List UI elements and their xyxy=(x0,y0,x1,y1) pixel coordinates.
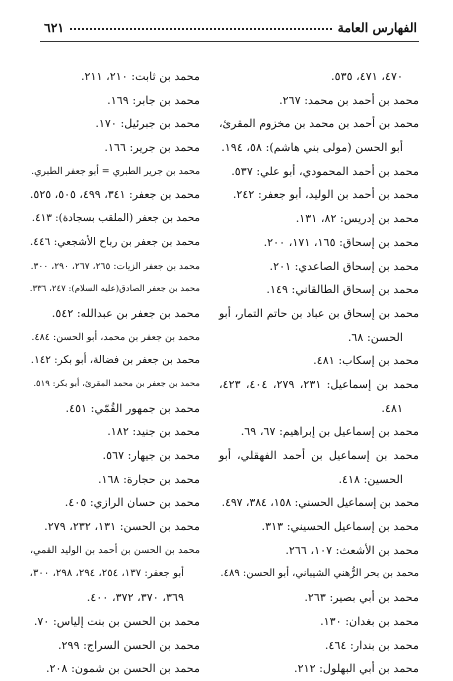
index-column-left xyxy=(30,65,200,681)
index-entry: محمد بن إسماعيل بن أحمد الفهقلي، أبو xyxy=(219,449,419,462)
index-entry: محمد بن إسحاق الطالقاني: ١٤٩. xyxy=(266,283,419,297)
index-entry: محمد بن الحسن بن شمون: ٢٠٨. xyxy=(45,662,200,676)
index-entry: محمد بن جعفر بن محمد المقرئ، أبو بكر: ٥١٩. xyxy=(33,378,200,389)
index-entry: محمد بن بغدان: ١٣٠. xyxy=(320,614,419,628)
index-entry: محمد بن الأشعث: ١٠٧، ٢٦٦. xyxy=(285,543,419,557)
index-entry: ٤٧٠، ٤٧١، ٥٣٥. xyxy=(331,70,403,83)
index-entry: محمد بن جمهور القُمّي: ٤٥١. xyxy=(65,401,200,415)
index-entry: محمد بن إسحاق: ١٦٥، ١٧١، ٢٠٠. xyxy=(263,235,419,249)
index-entry: محمد بن جعفر (الملقب بسجادة): ٤١٣. xyxy=(31,212,200,225)
index-entry: محمد بن إسماعيل بن إبراهيم: ٦٧، ٦٩. xyxy=(240,425,419,439)
index-entry: محمد بن أبي البهلول: ٢١٢. xyxy=(294,662,419,676)
index-entry: محمد بن جعفر الصادق(عليه السلام): ٢٤٧، ٣٣٦. xyxy=(29,284,200,295)
index-entry: محمد بن جابر: ١٦٩. xyxy=(107,93,200,107)
index-entry: محمد بن إسماعيل الحسني: ١٥٨، ٣٨٤، ٤٩٧. xyxy=(221,496,419,510)
index-entry: أبو الحسن (مولى بني هاشم): ٥٨، ١٩٤. xyxy=(221,141,403,155)
index-entry: محمد بن حسان الرازي: ٤٠٥. xyxy=(64,496,200,510)
index-entry: محمد بن أحمد المحمودي، أبو علي: ٥٣٧. xyxy=(231,164,419,178)
index-entry: الحسين: ٤١٨. xyxy=(338,472,403,486)
dotted-leader xyxy=(70,28,332,30)
index-column-right xyxy=(219,65,419,681)
index-entry: محمد بن جرير الطبري = أبو جعفر الطبري. xyxy=(31,165,200,177)
running-title: الفهارس العامة xyxy=(337,19,417,35)
index-entry: محمد بن أحمد بن محمد بن مخزوم المقرئ، xyxy=(219,117,419,131)
index-entry: محمد بن أحمد بن الوليد، أبو جعفر: ٢٤٢. xyxy=(232,188,419,202)
index-entry: محمد بن جنيد: ١٨٢. xyxy=(107,425,200,439)
index-entry: محمد بن حجارة: ١٦٨. xyxy=(97,472,200,486)
index-entry: محمد بن إسماعيل: ٢٣١، ٢٧٩، ٤٠٤، ٤٢٣، xyxy=(219,377,419,391)
index-entry: محمد بن الحسن: ١٣١، ٢٣٢، ٢٧٩. xyxy=(44,520,200,534)
header-rule xyxy=(40,41,419,42)
index-entry: محمد بن أحمد بن محمد: ٢٦٧. xyxy=(279,93,419,107)
index-entry: محمد بن جعفر بن فضالة، أبو بكر: ١٤٢. xyxy=(30,354,200,367)
index-entry: محمد بن جيهار: ٥٦٧. xyxy=(102,449,200,462)
index-entry: محمد بن إسحاق الصاعدي: ٢٠١. xyxy=(269,259,419,273)
index-entry: محمد بن بحر الرُّهني الشيباني، أبو الحسن: ٤٨٩. xyxy=(220,568,419,580)
index-entry: محمد بن جبرئيل: ١٧٠. xyxy=(95,117,200,131)
index-entry: محمد بن ثابت: ٢١٠، ٢١١. xyxy=(80,70,200,83)
index-entry: محمد بن جعفر بن محمد، أبو الحسن: ٤٨٤. xyxy=(31,331,200,343)
index-entry: محمد بن أبي بصير: ٢٦٣. xyxy=(304,591,419,605)
index-entry: الحسن: ٦٨. xyxy=(347,330,403,344)
index-entry: محمد بن الحسن السراج: ٢٩٩. xyxy=(57,638,200,652)
index-entry: محمد بن إسحاق بن عباد بن حاتم التمار، أبو xyxy=(219,306,419,320)
index-entry: محمد بن جعفر الزيات: ٢٦٥، ٢٦٧، ٢٩٠، ٣٠٠. xyxy=(30,260,200,272)
index-entry: ٤٨١. xyxy=(381,401,403,415)
page-header xyxy=(44,17,417,37)
index-entry: ٣٦٩، ٣٧٠، ٣٧٢، ٤٠٠. xyxy=(86,591,184,605)
index-entry: أبو جعفر: ١٣٧، ٢٥٤، ٢٩٤، ٢٩٨، ٣٠٠، xyxy=(29,568,184,580)
index-entry: محمد بن إدريس: ٨٢، ١٣١. xyxy=(295,212,419,226)
index-entry: محمد بن جعفر بن عبدالله: ٥٤٢. xyxy=(51,306,200,320)
index-entry: محمد بن بندار: ٤٦٤. xyxy=(324,638,419,652)
index-entry: محمد بن جرير: ١٦٦. xyxy=(104,141,200,155)
index-entry: محمد بن الحسن بن أحمد بن الوليد القمي، xyxy=(30,544,200,556)
index-entry: محمد بن جعفر بن رباح الأشجعي: ٤٤٦. xyxy=(29,235,200,248)
index-entry: محمد بن إسماعيل الحسيني: ٣١٣. xyxy=(261,520,419,534)
index-entry: محمد بن الحسن بن بنت إلياس: ٧٠. xyxy=(33,614,200,628)
index-entry: محمد بن إسكاب: ٤٨١. xyxy=(313,354,419,368)
index-entry: محمد بن جعفر: ٣٤١، ٤٩٩، ٥٠٥، ٥٢٥. xyxy=(29,188,200,202)
page-number: ٦٢١ xyxy=(44,19,65,35)
